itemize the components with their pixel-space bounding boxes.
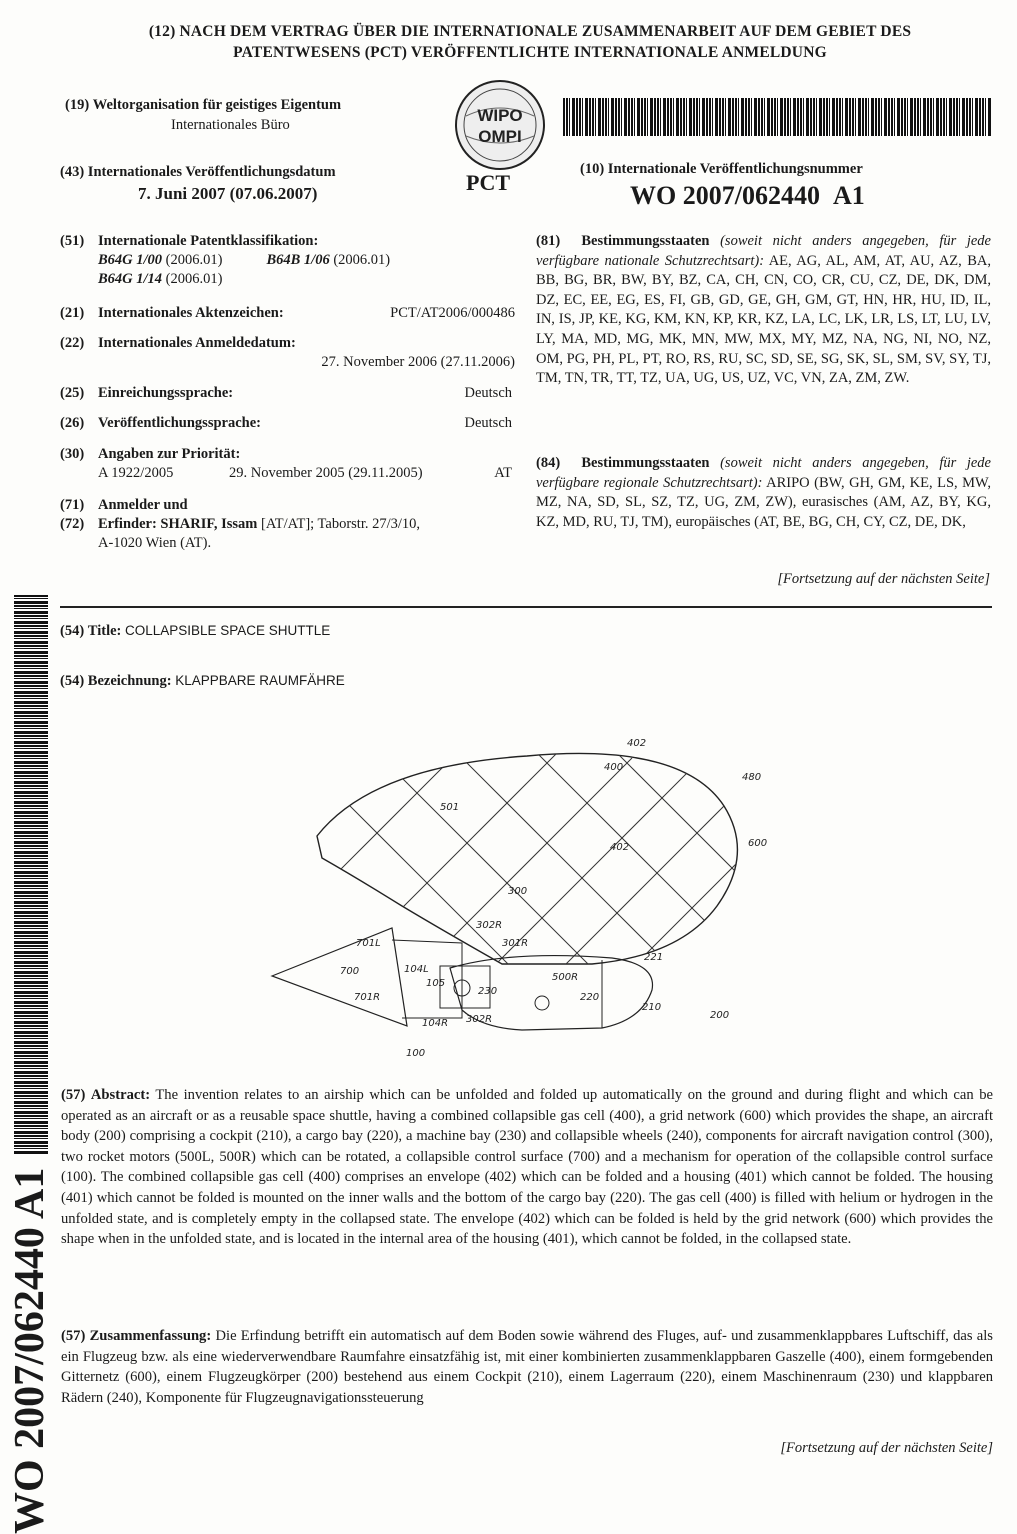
f84-label: Bestimmungsstaaten bbox=[581, 455, 710, 471]
patent-drawing bbox=[262, 728, 782, 1068]
seal-top-text: WIPO bbox=[477, 106, 523, 125]
svg-text:701R: 701R bbox=[354, 992, 381, 1003]
wipo-seal-icon bbox=[452, 78, 548, 172]
ipc-3-date: (2006.01) bbox=[165, 271, 223, 287]
svg-text:104L: 104L bbox=[404, 964, 429, 975]
svg-text:402: 402 bbox=[627, 738, 647, 749]
svg-text:600: 600 bbox=[748, 838, 768, 849]
f21-label: Internationales Aktenzeichen: bbox=[98, 305, 284, 321]
pub-date-code: (43) bbox=[60, 164, 85, 180]
svg-text:700: 700 bbox=[340, 966, 360, 977]
office-block bbox=[60, 96, 450, 135]
field-26 bbox=[60, 414, 512, 433]
f25-value: Deutsch bbox=[464, 385, 512, 401]
pub-number-kind: A1 bbox=[832, 180, 865, 210]
f84-code: (84) bbox=[536, 455, 561, 471]
svg-text:220: 220 bbox=[580, 992, 600, 1003]
pub-date-label: Internationales Veröffentlichungsdatum bbox=[87, 164, 336, 180]
abstract-text: The invention relates to an airship which can be unfolded and folded up automatically on the ground and during flight and which can be operated as an aircraft or as a reusable space shuttle, having a combined collapsible gas cell (400), a grid network (600) which provides the shape, an aircraft body (200) comprising a cockpit (210), a cargo bay (220), a machine bay (230) and collapsible wheels (240), components for aircraft navigation control (300), two rocket motors (500L, 500R) which can be rotated, a collapsible control surface (700) and a mechanism for operation of the collapsible control surface (100). The combined collapsible gas cell (400) comprises an envelope (402) which can be folded and a housing (401) which cannot be folded. The housing (401) which cannot be folded is mounted on the inner walls and the bottom of the cargo bay (220). The gas cell (400) is filled with helium or hydrogen in the unfolded state, and is completely empty in the collapsed state. The envelope (402) which can be folded is held by the grid network (600) which provides the shape when in the unfolded state, and is located in the internal area of the housing (401), which cannot be folded, in the collapsed state. bbox=[61, 1087, 994, 1248]
ipc-1: B64G 1/00 bbox=[98, 252, 163, 268]
f51-code: (51) bbox=[60, 233, 85, 249]
f71-code: (71) bbox=[60, 497, 85, 513]
f30-date: 29. November 2005 (29.11.2005) bbox=[229, 465, 423, 481]
f25-label: Einreichungssprache: bbox=[98, 385, 234, 401]
pub-number-block bbox=[580, 160, 990, 212]
f30-app: A 1922/2005 bbox=[98, 465, 174, 481]
svg-text:104R: 104R bbox=[422, 1018, 449, 1029]
f30-code: (30) bbox=[60, 446, 85, 462]
svg-text:400: 400 bbox=[604, 762, 624, 773]
abstract-code: (57) bbox=[61, 1087, 86, 1103]
title-label: Title: bbox=[87, 623, 122, 639]
header-line-2: PATENTWESENS (PCT) VERÖFFENTLICHTE INTERNATIONALE ANMELDUNG bbox=[233, 44, 827, 61]
f25-code: (25) bbox=[60, 385, 85, 401]
pub-number-value: WO 2007/062440 bbox=[630, 180, 820, 210]
f26-value: Deutsch bbox=[464, 415, 512, 431]
continued-note-bottom: [Fortsetzung auf der nächsten Seite] bbox=[780, 1440, 993, 1456]
title-de-value: KLAPPBARE RAUMFÄHRE bbox=[175, 673, 345, 688]
side-barcode bbox=[14, 595, 48, 1155]
f81-code: (81) bbox=[536, 233, 561, 249]
f81-states: AE, AG, AL, AM, AT, AU, AZ, BA, BB, BG, BR, BW, BY, BZ, CA, CH, CN, CO, CR, CU, CZ, DE, DK, DM, DZ, EC, EE, EG, ES, FI, GB, GD, GE, GH, GM, GT, HN, HR, HU, ID, IL, IN, IS, JP, KE, KG, KM, KN, KP, KR, KZ, LA, LC, LK, LR, LS, LT, LU, LV, LY, MA, MD, MG, MK, MN, MW, MX, MY, MZ, NA, NG, NI, NO, NZ, OM, PG, PH, PL, PT, RO, RS, RU, SC, SD, SE, SG, SK, SL, SM, SV, SY, TJ, TM, TN, TR, TT, TZ, UA, UG, US, UZ, VC, VN, ZA, ZM, ZW. bbox=[536, 252, 991, 387]
zusammenfassung-code: (57) bbox=[61, 1328, 86, 1344]
inventor-name: SHARIF, Issam bbox=[160, 516, 258, 532]
f22-label: Internationales Anmeldedatum: bbox=[98, 335, 296, 351]
f30-label: Angaben zur Priorität: bbox=[98, 446, 241, 462]
svg-text:210: 210 bbox=[642, 1002, 662, 1013]
f72-code: (72) bbox=[60, 516, 85, 532]
title-code: (54) bbox=[60, 623, 85, 639]
f21-value: PCT/AT2006/000486 bbox=[390, 305, 515, 321]
title-value: COLLAPSIBLE SPACE SHUTTLE bbox=[124, 623, 331, 638]
field-22 bbox=[60, 334, 515, 372]
office-name: Weltorganisation für geistiges Eigentum bbox=[92, 97, 342, 113]
field-30 bbox=[60, 445, 512, 483]
f84-note: (soweit nicht anders angegeben, für jede verfügbare regionale Schutzrechtsart): bbox=[536, 455, 991, 491]
ipc-2-date: (2006.01) bbox=[333, 252, 391, 268]
office-code: (19) bbox=[65, 97, 90, 113]
header-line-1: (12) NACH DEM VERTRAG ÜBER DIE INTERNATIONALE ZUSAMMENARBEIT AUF DEM GEBIET DES bbox=[148, 23, 912, 40]
divider bbox=[60, 606, 992, 608]
f30-country: AT bbox=[494, 465, 512, 481]
svg-text:480: 480 bbox=[742, 772, 762, 783]
zusammenfassung-label: Zusammenfassung: bbox=[89, 1328, 212, 1344]
svg-text:501: 501 bbox=[440, 802, 460, 813]
svg-text:100: 100 bbox=[406, 1048, 426, 1059]
title-de-label: Bezeichnung: bbox=[87, 673, 172, 689]
seal-bottom-text: OMPI bbox=[478, 127, 522, 146]
field-81 bbox=[536, 232, 991, 389]
f22-value: 27. November 2006 (27.11.2006) bbox=[321, 354, 515, 370]
svg-text:221: 221 bbox=[644, 952, 664, 963]
abstract-en bbox=[61, 1085, 993, 1250]
pub-date-value: 7. Juni 2007 (07.06.2007) bbox=[138, 183, 318, 203]
pct-label: PCT bbox=[466, 170, 510, 195]
f71-label: Anmelder und bbox=[98, 497, 188, 513]
svg-text:701L: 701L bbox=[356, 938, 381, 949]
f84-states: ARIPO (BW, GH, GM, KE, LS, MW, MZ, NA, SD, SL, SZ, TZ, UG, ZM, ZW), eurasisches (AM, AZ, BY, KG, KZ, MD, RU, TJ, TM), europäisches (AT, BE, BG, CH, CY, CZ, DE, DK, bbox=[536, 474, 992, 530]
office-sub: Internationales Büro bbox=[171, 116, 290, 133]
f81-label: Bestimmungsstaaten bbox=[581, 233, 710, 249]
svg-text:200: 200 bbox=[710, 1010, 730, 1021]
f81-note: (soweit nicht anders angegeben, für jede verfügbare nationale Schutzrechtsart): bbox=[536, 233, 991, 269]
f21-code: (21) bbox=[60, 305, 85, 321]
field-71-72 bbox=[60, 496, 515, 553]
top-barcode bbox=[563, 98, 991, 136]
ipc-2: B64B 1/06 bbox=[266, 252, 330, 268]
abstract-label: Abstract: bbox=[90, 1087, 151, 1103]
svg-text:300: 300 bbox=[508, 886, 528, 897]
f26-code: (26) bbox=[60, 415, 85, 431]
field-84 bbox=[536, 454, 991, 532]
svg-text:500R: 500R bbox=[552, 972, 579, 983]
title-de bbox=[60, 673, 345, 690]
f26-label: Veröffentlichungssprache: bbox=[98, 415, 261, 431]
field-51 bbox=[60, 232, 520, 289]
f22-code: (22) bbox=[60, 335, 85, 351]
svg-text:402: 402 bbox=[610, 842, 630, 853]
svg-text:302R: 302R bbox=[476, 920, 503, 931]
inventor-city: A-1020 Wien (AT). bbox=[98, 535, 212, 551]
svg-text:230: 230 bbox=[478, 986, 498, 997]
pub-number-label: Internationale Veröffentlichungsnummer bbox=[607, 161, 863, 177]
f72-label: Erfinder: bbox=[98, 516, 157, 532]
zusammenfassung-text: Die Erfindung betrifft ein automatisch auf dem Boden sowie während des Fluges, auf- und zusammenklappbares Luftschiff, das als ein Flugzeug bzw. als eine wiederverwendbare Raumfahre einsatzfähig ist, mit einer kombinierten zusammenklappbaren Gaszelle (400), einem formgebenden Gitternetz (600), einem Flugzeugkörper (200) bestehend aus einem Cockpit (210), einem Lagerraum (220), einem Maschinenraum (230) und klappbaren Rädern (240), Komponente für Flugzeugnavigationssteuerung bbox=[61, 1328, 993, 1406]
f51-label: Internationale Patentklassifikation: bbox=[98, 233, 319, 249]
pub-date-block bbox=[60, 163, 445, 205]
field-25 bbox=[60, 384, 512, 403]
title-de-code: (54) bbox=[60, 673, 85, 689]
side-publication-id: WO 2007/062440 A1 bbox=[7, 1167, 53, 1534]
inventor-address: [AT/AT]; Taborstr. 27/3/10, bbox=[261, 516, 421, 532]
svg-text:302R: 302R bbox=[466, 1014, 493, 1025]
svg-text:105: 105 bbox=[426, 978, 446, 989]
ipc-3: B64G 1/14 bbox=[98, 271, 163, 287]
abstract-de bbox=[61, 1326, 993, 1408]
title-en bbox=[60, 623, 330, 640]
continued-note-top: [Fortsetzung auf der nächsten Seite] bbox=[777, 571, 990, 587]
pub-number-code: (10) bbox=[580, 161, 605, 177]
field-21 bbox=[60, 304, 515, 323]
svg-text:301R: 301R bbox=[502, 938, 529, 949]
ipc-1-date: (2006.01) bbox=[165, 252, 223, 268]
